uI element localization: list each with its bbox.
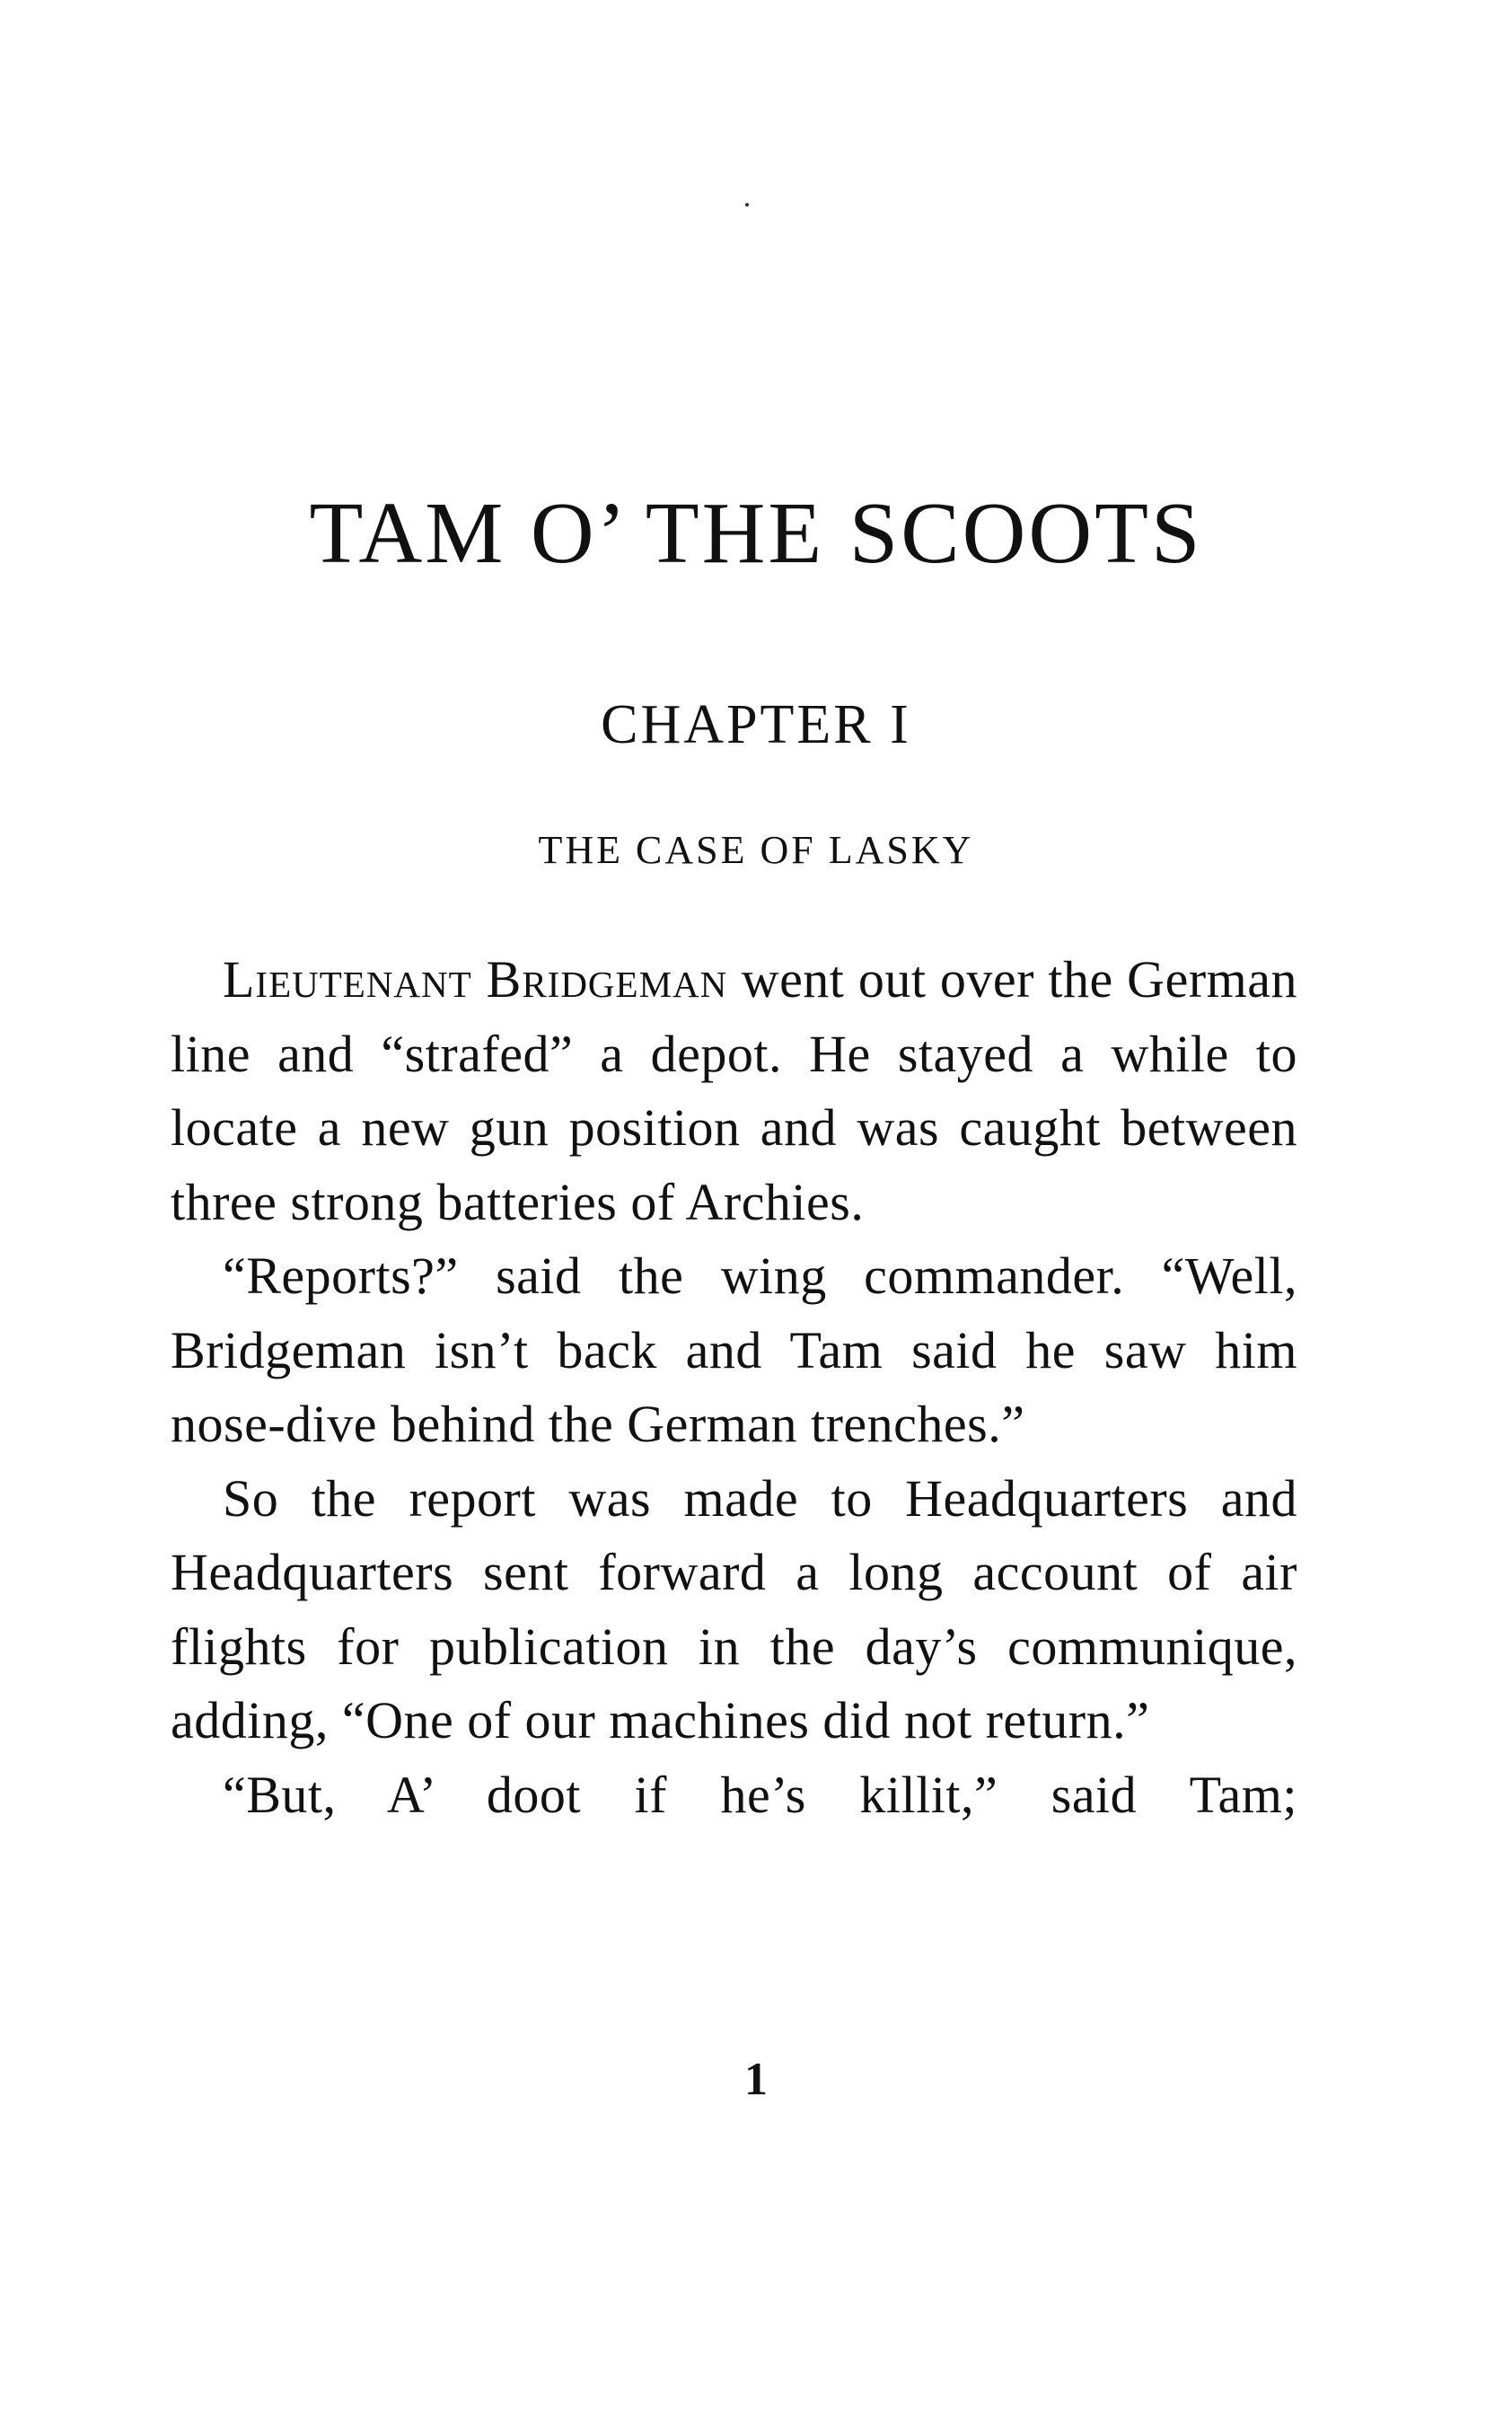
paragraph xyxy=(171,1462,1297,1758)
paragraph-text: “But, A’ doot if he’s killit,” said Tam; xyxy=(223,1765,1297,1824)
paragraph xyxy=(171,943,1297,1239)
chapter-body xyxy=(171,943,1297,1832)
page-number: 1 xyxy=(744,2054,768,2105)
paragraph-text: So the report was made to Headquarters and Headquarters sent forward a long account of air flights for publication in the day’s communique, adding, “One of our machines did not return.” xyxy=(171,1468,1297,1749)
book-title: TAM O’ THE SCOOTS xyxy=(309,485,1203,582)
print-speck xyxy=(745,203,749,207)
chapter-title: THE CASE OF LASKY xyxy=(538,828,974,872)
paragraph-text: went out over the German line and “strafed” a depot. He stayed a while to locate a new gun position and was caught between three strong batteries of Archies. xyxy=(171,950,1297,1231)
small-caps-lead: Lieutenant Bridgeman xyxy=(223,950,728,1009)
paragraph xyxy=(171,1758,1297,1833)
chapter-label: CHAPTER I xyxy=(601,694,911,755)
paragraph-text: “Reports?” said the wing commander. “Well, Bridgeman isn’t back and Tam said he saw him nose-dive behind the German trenches.” xyxy=(171,1247,1297,1453)
paragraph xyxy=(171,1239,1297,1462)
